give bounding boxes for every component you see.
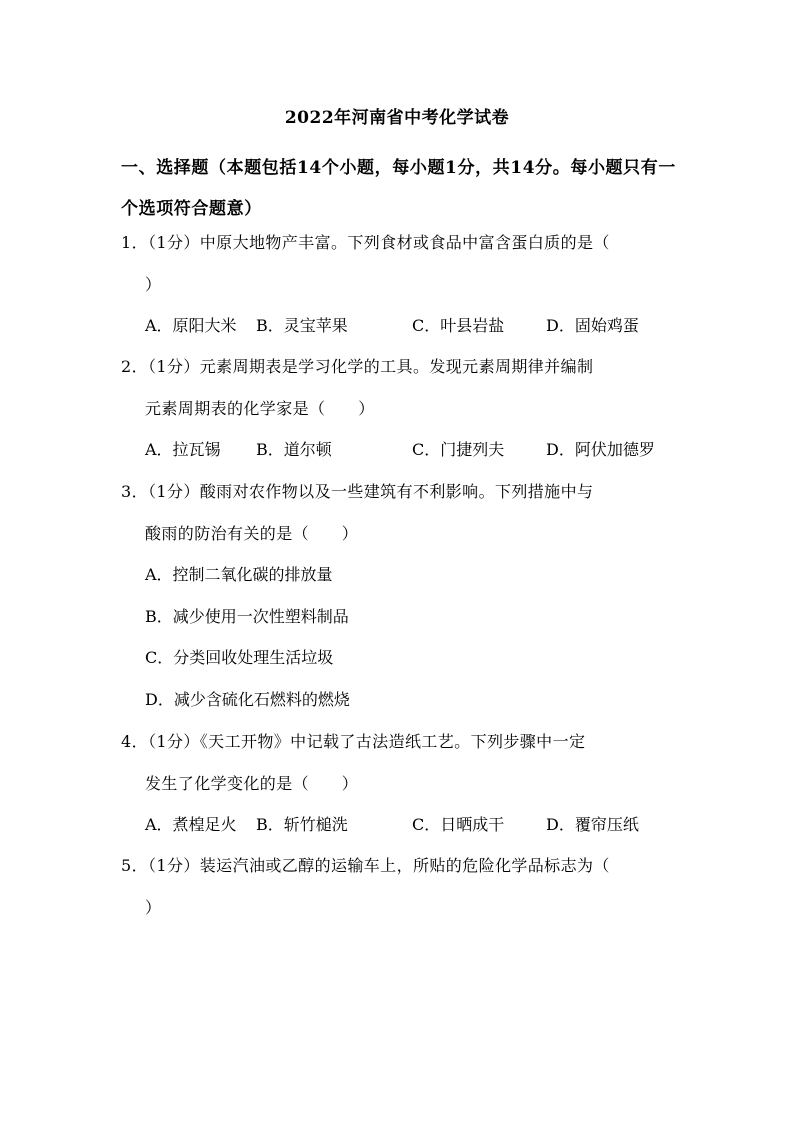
option-b: B．灵宝苹果 [256, 316, 348, 335]
question-stem: （1分）元素周期表是学习化学的工具。发现元素周期律并编制 [147, 357, 594, 376]
option-a: A．控制二氧化碳的排放量 [145, 565, 333, 584]
question-stem-continued: 发生了化学变化的是（ ） [145, 773, 359, 793]
question-4 [121, 721, 681, 804]
question-1 [121, 222, 681, 305]
question-2 [121, 346, 681, 429]
option-a: A．拉瓦锡 [145, 440, 221, 459]
exam-title: 2022年河南省中考化学试卷 [284, 108, 510, 128]
option-c: C．日晒成干 [412, 815, 505, 834]
option-d: D．覆帘压纸 [546, 815, 639, 834]
question-number: 5． [121, 856, 148, 875]
question-number: 1． [121, 233, 148, 252]
question-stem-continued: ） [145, 274, 162, 294]
question-stem: （1分）装运汽油或乙醇的运输车上，所贴的危险化学品标志为（ [147, 856, 610, 875]
option-b: B．斩竹槌洗 [256, 815, 348, 834]
option-b: B．减少使用一次性塑料制品 [145, 607, 349, 626]
option-c: C．分类回收处理生活垃圾 [145, 648, 334, 667]
option-a: A．原阳大米 [145, 316, 237, 335]
option-b: B．道尔顿 [256, 440, 332, 459]
option-d: D．固始鸡蛋 [546, 316, 639, 335]
question-stem-continued: 酸雨的防治有关的是（ ） [145, 523, 359, 543]
section-heading: 一、选择题（本题包括14个小题，每小题1分，共14分。每小题只有一个选项符合题意） [121, 158, 676, 219]
question-5 [121, 845, 681, 928]
question-stem: （1分）中原大地物产丰富。下列食材或食品中富含蛋白质的是（ [147, 233, 610, 252]
option-c: C．叶县岩盐 [412, 316, 505, 335]
question-stem: （1分）《天工开物》中记载了古法造纸工艺。下列步骤中一定 [147, 732, 586, 751]
question-stem: （1分）酸雨对农作物以及一些建筑有不利影响。下列措施中与 [147, 482, 594, 501]
question-number: 2． [121, 357, 148, 376]
option-d: D．阿伏加德罗 [546, 440, 655, 459]
question-number: 4． [121, 732, 148, 751]
question-number: 3． [121, 482, 148, 501]
option-a: A．煮楻足火 [145, 815, 237, 834]
question-3 [121, 471, 681, 554]
question-stem-continued: 元素周期表的化学家是（ ） [145, 398, 375, 418]
question-stem-continued: ） [145, 897, 162, 917]
option-d: D．减少含硫化石燃料的燃烧 [145, 690, 350, 709]
option-c: C．门捷列夫 [412, 440, 505, 459]
